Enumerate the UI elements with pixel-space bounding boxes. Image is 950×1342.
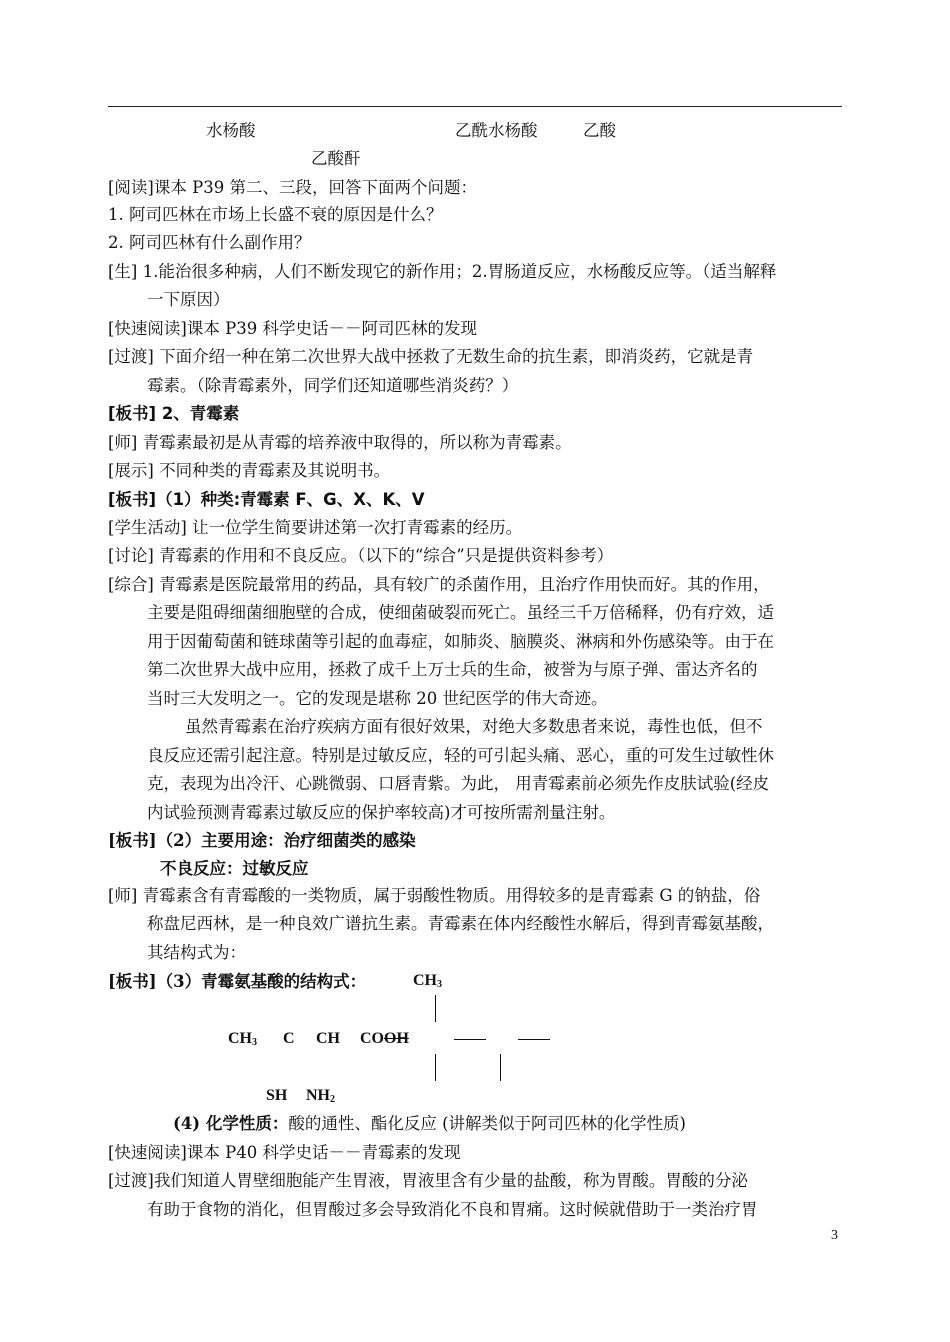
bond-horizontal <box>454 1039 486 1040</box>
text-line: [师] 青霉素最初是从青霉的培养液中取得的，所以称为青霉素。 <box>108 433 572 452</box>
heading-rest: 酸的通性、酯化反应 (讲解类似于阿司匹林的化学性质) <box>288 1114 686 1133</box>
formula-ch3-left <box>228 1030 257 1048</box>
section-heading <box>173 1114 686 1134</box>
text-line: [讨论] 青霉素的作用和不良反应。（以下的“综合”只是提供资料参考） <box>108 546 614 565</box>
text-line: 一下原因） <box>147 290 230 309</box>
bond-vertical <box>500 1054 501 1081</box>
section-heading: [板书]（3）青霉氨基酸的结构式： <box>108 972 367 991</box>
label-salicylic-acid: 水杨酸 <box>206 121 256 140</box>
formula-subscript: 3 <box>437 979 442 990</box>
section-heading: [板书]（1）种类:青霉素 F、G、X、K、V <box>108 490 425 509</box>
text-line: 主要是阻碍细菌细胞壁的合成，使细菌破裂而死亡。虽经三千万倍稀释，仍有疗效，适 <box>147 603 774 622</box>
text-line: 有助于食物的消化，但胃酸过多会导致消化不良和胃痛。这时候就借助于一类治疗胃 <box>147 1200 758 1219</box>
formula-text: CH <box>413 972 437 989</box>
text-line: 称盘尼西林，是一种良效广谱抗生素。青霉素在体内经酸性水解后，得到青霉氨基酸， <box>147 914 774 933</box>
text-line: 良反应还需引起注意。特别是过敏反应，轻的可引起头痛、恶心，重的可发生过敏性休 <box>147 746 774 765</box>
formula-c: C <box>283 1030 295 1047</box>
header-rule <box>108 106 842 107</box>
text-line: 内试验预测青霉素过敏反应的保护率较高)才可按所需剂量注射。 <box>147 803 616 822</box>
heading-bold: (4) 化学性质： <box>173 1114 289 1133</box>
text-line: 虽然青霉素在治疗疾病方面有很好效果，对绝大多数患者来说，毒性也低，但不 <box>185 717 763 736</box>
text-line: [综合] 青霉素是医院最常用的药品，具有较广的杀菌作用，且治疗作用快而好。其的作用， <box>108 575 770 594</box>
text-line: [过渡]我们知道人胃壁细胞能产生胃液，胃液里含有少量的盐酸，称为胃酸。胃酸的分泌 <box>108 1171 748 1190</box>
text-line: [快速阅读]课本 P40 科学史话－－青霉素的发现 <box>108 1143 461 1162</box>
formula-subscript: 3 <box>252 1037 257 1048</box>
text-line: 当时三大发明之一。它的发现是堪称 20 世纪医学的伟大奇迹。 <box>147 689 608 708</box>
text-line: [师] 青霉素含有青霉酸的一类物质，属于弱酸性物质。用得较多的是青霉素 G 的钠盐，俗 <box>108 886 761 905</box>
label-acetylsalicylic-acid: 乙酰水杨酸 <box>455 121 538 140</box>
text-line: [学生活动] 让一位学生简要讲述第一次打青霉素的经历。 <box>108 518 523 537</box>
text-line: 1. 阿司匹林在市场上长盛不衰的原因是什么？ <box>108 205 443 224</box>
formula-text: CO <box>360 1030 384 1047</box>
heading-bold: 治疗细菌类的感染 <box>283 831 416 850</box>
text-line: [阅读]课本 P39 第二、三段，回答下面两个问题： <box>108 178 477 197</box>
formula-ch3-top <box>413 972 442 990</box>
formula-text: OH <box>384 1030 409 1047</box>
bond-vertical <box>435 995 436 1022</box>
bond-vertical <box>435 1054 436 1081</box>
text-line: 克，表现为出冷汗、心跳微弱、口唇青紫。为此， 用青霉素前必须先作皮肤试验(经皮 <box>147 774 770 793</box>
heading-prefix: [板书]（2）主要用途： <box>108 831 284 850</box>
text-line: 霉素。（除青霉素外，同学们还知道哪些消炎药？） <box>147 376 519 395</box>
formula-nh2 <box>306 1087 335 1105</box>
formula-subscript: 2 <box>330 1094 335 1105</box>
text-line: [生] 1.能治很多种病，人们不断发现它的新作用；2.胃肠道反应，水杨酸反应等。（适当解释 <box>108 262 777 281</box>
text-line: [快速阅读]课本 P39 科学史话－－阿司匹林的发现 <box>108 319 477 338</box>
text-line: [过渡] 下面介绍一种在第二次世界大战中拯救了无数生命的抗生素，即消炎药，它就是青 <box>108 347 754 366</box>
formula-text: NH <box>306 1087 330 1104</box>
label-acetic-acid: 乙酸 <box>583 121 616 140</box>
bond-horizontal <box>518 1039 550 1040</box>
text-line: [展示] 不同种类的青霉素及其说明书。 <box>108 461 391 480</box>
formula-sh: SH <box>266 1087 288 1104</box>
section-subheading: 不良反应：过敏反应 <box>160 859 309 878</box>
page-number: 3 <box>831 1228 838 1243</box>
section-heading <box>108 831 416 851</box>
section-heading: [板书] 2、青霉素 <box>108 404 240 423</box>
formula-cooh <box>360 1030 409 1048</box>
text-line: 用于因葡萄菌和链球菌等引起的血毒症，如肺炎、脑膜炎、淋病和外伤感染等。由于在 <box>147 632 774 651</box>
text-line: 2. 阿司匹林有什么副作用？ <box>108 233 311 252</box>
formula-ch: CH <box>316 1030 340 1047</box>
text-line: 其结构式为： <box>147 943 246 962</box>
formula-text: CH <box>228 1030 252 1047</box>
text-line: 第二次世界大战中应用，拯救了成千上万士兵的生命，被誉为与原子弹、雷达齐名的 <box>147 660 758 679</box>
label-acetic-anhydride: 乙酸酐 <box>311 149 361 168</box>
